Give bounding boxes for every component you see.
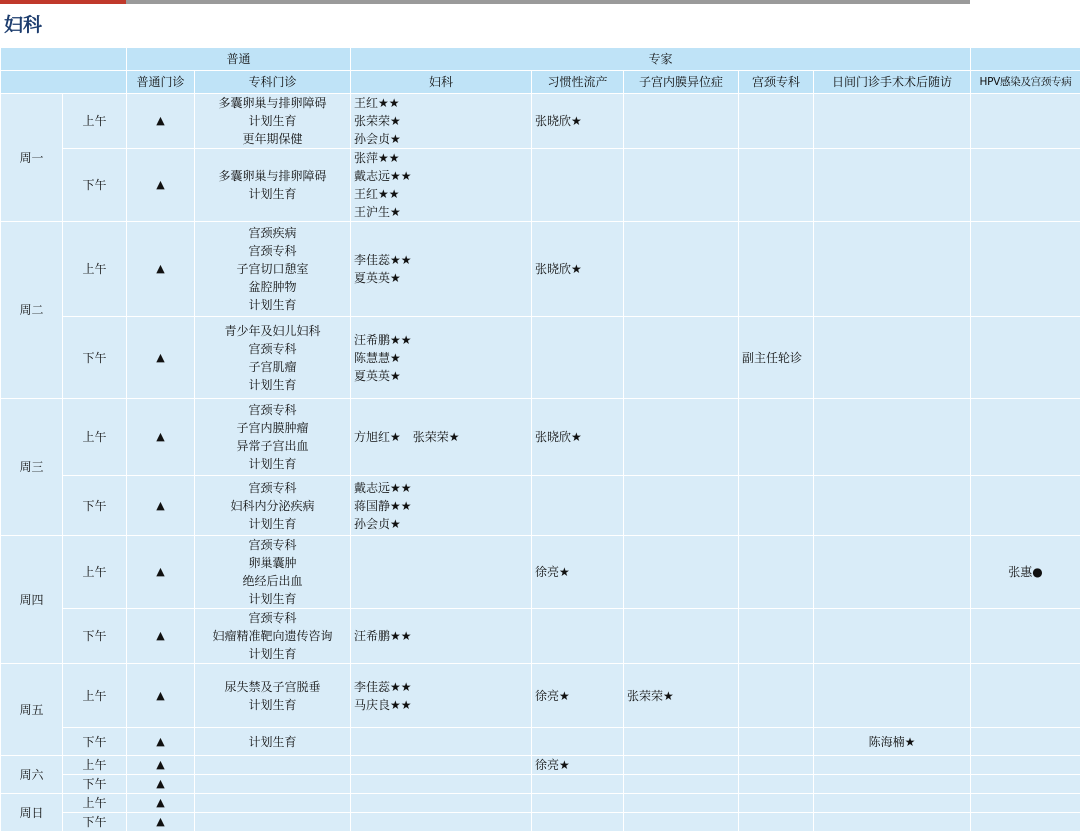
weekday-cell: 周三 <box>1 399 63 536</box>
recurrent-miscarriage-cell: 徐亮★ <box>532 756 624 775</box>
endometriosis-cell <box>624 149 739 222</box>
period-cell: 下午 <box>63 149 127 222</box>
recurrent-miscarriage-cell <box>532 609 624 664</box>
header-gynecology: 妇科 <box>351 71 532 94</box>
gynecology-cell <box>351 664 532 728</box>
specialty-clinic-cell-line: 计划生育 <box>248 457 297 471</box>
period-cell: 上午 <box>63 794 127 813</box>
header-row-columns <box>1 71 1080 94</box>
specialty-clinic-cell-line: 宫颈专科 <box>248 480 297 495</box>
specialty-clinic-cell-line: 计划生育 <box>248 734 297 749</box>
gynecology-cell <box>351 317 532 399</box>
gynecology-cell-line: 孙会贞★ <box>354 132 401 146</box>
recurrent-miscarriage-cell <box>532 794 624 813</box>
gynecology-cell <box>351 94 532 149</box>
endometriosis-cell <box>624 756 739 775</box>
table-row <box>1 609 1080 664</box>
gynecology-cell <box>351 794 532 813</box>
specialty-clinic-cell-line: 妇科内分泌疾病 <box>230 498 315 513</box>
gynecology-cell <box>351 149 532 222</box>
specialty-clinic-cell-line: 子宫内膜肿瘤 <box>236 421 309 435</box>
cervix-specialty-cell <box>739 775 814 794</box>
general-clinic-cell: ▲ <box>127 728 195 756</box>
specialty-clinic-cell-line: 更年期保健 <box>242 132 303 146</box>
specialty-clinic-cell-line: 宫颈专科 <box>248 244 297 258</box>
specialty-clinic-cell-line: 多囊卵巢与排卵障碍 <box>218 96 327 110</box>
hpv-cell <box>971 149 1080 222</box>
hpv-cell: 张惠● <box>971 536 1080 609</box>
specialty-clinic-cell <box>195 476 351 536</box>
gynecology-cell-line: 王沪生★ <box>354 205 401 219</box>
gynecology-cell-line: 方旭红★ 张荣荣★ <box>354 430 460 444</box>
day-surgery-followup-cell <box>814 756 971 775</box>
gynecology-cell-line: 李佳蕊★★ <box>354 679 412 694</box>
day-surgery-followup-cell: 陈海楠★ <box>814 728 971 756</box>
day-surgery-followup-cell <box>814 399 971 476</box>
hpv-cell <box>971 728 1080 756</box>
period-cell: 上午 <box>63 664 127 728</box>
header-group-expert: 专家 <box>351 48 971 71</box>
recurrent-miscarriage-cell <box>532 317 624 399</box>
general-clinic-cell: ▲ <box>127 149 195 222</box>
specialty-clinic-cell-line: 计划生育 <box>248 592 297 606</box>
specialty-clinic-cell-line: 尿失禁及子宫脱垂 <box>224 679 321 694</box>
general-clinic-cell: ▲ <box>127 222 195 317</box>
general-clinic-cell: ▲ <box>127 94 195 149</box>
gynecology-cell-line: 夏英英★ <box>354 368 401 383</box>
specialty-clinic-cell <box>195 609 351 664</box>
table-row <box>1 794 1080 813</box>
specialty-clinic-cell-line: 妇瘤精准靶向遗传咨询 <box>212 629 333 643</box>
endometriosis-cell: 张荣荣★ <box>624 664 739 728</box>
specialty-clinic-cell-line: 计划生育 <box>248 187 297 201</box>
table-row <box>1 756 1080 775</box>
period-cell: 上午 <box>63 94 127 149</box>
weekday-cell: 周四 <box>1 536 63 664</box>
gynecology-cell-line: 夏英英★ <box>354 271 401 285</box>
endometriosis-cell <box>624 609 739 664</box>
specialty-clinic-cell-line: 子宫切口憩室 <box>236 262 309 276</box>
cervix-specialty-cell <box>739 149 814 222</box>
recurrent-miscarriage-cell: 张晓欣★ <box>532 222 624 317</box>
specialty-clinic-cell-line: 计划生育 <box>248 377 297 392</box>
hpv-cell <box>971 222 1080 317</box>
recurrent-miscarriage-cell <box>532 476 624 536</box>
recurrent-miscarriage-cell: 张晓欣★ <box>532 399 624 476</box>
specialty-clinic-cell <box>195 756 351 775</box>
general-clinic-cell: ▲ <box>127 476 195 536</box>
period-cell: 下午 <box>63 775 127 794</box>
table-row <box>1 476 1080 536</box>
recurrent-miscarriage-cell: 徐亮★ <box>532 664 624 728</box>
recurrent-miscarriage-cell <box>532 775 624 794</box>
specialty-clinic-cell-line: 计划生育 <box>248 697 297 712</box>
gynecology-cell-line: 戴志远★★ <box>354 480 412 495</box>
day-surgery-followup-cell <box>814 476 971 536</box>
specialty-clinic-cell-line: 计划生育 <box>248 516 297 531</box>
hpv-cell <box>971 813 1080 832</box>
gynecology-cell <box>351 476 532 536</box>
endometriosis-cell <box>624 794 739 813</box>
gynecology-cell-line: 张萍★★ <box>354 151 400 165</box>
header-general-clinic: 普通门诊 <box>127 71 195 94</box>
header-recurrent-miscarriage: 习惯性流产 <box>532 71 624 94</box>
specialty-clinic-cell <box>195 664 351 728</box>
day-surgery-followup-cell <box>814 94 971 149</box>
cervix-specialty-cell: 副主任轮诊 <box>739 317 814 399</box>
weekday-cell: 周六 <box>1 756 63 794</box>
specialty-clinic-cell <box>195 94 351 149</box>
recurrent-miscarriage-cell: 张晓欣★ <box>532 94 624 149</box>
header-blank-right <box>971 48 1080 71</box>
day-surgery-followup-cell <box>814 775 971 794</box>
weekday-cell: 周一 <box>1 94 63 222</box>
day-surgery-followup-cell <box>814 813 971 832</box>
hpv-cell <box>971 399 1080 476</box>
period-cell: 下午 <box>63 609 127 664</box>
header-day-surgery-followup: 日间门诊手术术后随访 <box>814 71 971 94</box>
specialty-clinic-cell <box>195 399 351 476</box>
specialty-clinic-cell-line: 多囊卵巢与排卵障碍 <box>218 169 327 183</box>
header-row-groups <box>1 48 1080 71</box>
gynecology-cell <box>351 609 532 664</box>
hpv-cell <box>971 664 1080 728</box>
table-row <box>1 149 1080 222</box>
period-cell: 上午 <box>63 222 127 317</box>
period-cell: 下午 <box>63 813 127 832</box>
table-row <box>1 94 1080 149</box>
page-title: 妇科 <box>4 14 43 36</box>
gynecology-cell <box>351 399 532 476</box>
cervix-specialty-cell <box>739 664 814 728</box>
header-endometriosis: 子宫内膜异位症 <box>624 71 739 94</box>
day-surgery-followup-cell <box>814 222 971 317</box>
gynecology-cell-line: 汪希鹏★★ <box>354 629 412 643</box>
endometriosis-cell <box>624 222 739 317</box>
day-surgery-followup-cell <box>814 794 971 813</box>
day-surgery-followup-cell <box>814 609 971 664</box>
gynecology-cell <box>351 775 532 794</box>
specialty-clinic-cell <box>195 794 351 813</box>
table-row <box>1 813 1080 832</box>
header-cervix-specialty: 宫颈专科 <box>739 71 814 94</box>
specialty-clinic-cell <box>195 222 351 317</box>
table-row <box>1 399 1080 476</box>
gynecology-cell <box>351 813 532 832</box>
period-cell: 下午 <box>63 476 127 536</box>
gynecology-cell <box>351 222 532 317</box>
specialty-clinic-cell-line: 宫颈专科 <box>248 538 297 552</box>
hpv-cell <box>971 609 1080 664</box>
gynecology-cell-line: 王红★★ <box>354 96 400 110</box>
specialty-clinic-cell <box>195 149 351 222</box>
top-accent-bar <box>0 0 970 4</box>
day-surgery-followup-cell <box>814 149 971 222</box>
general-clinic-cell: ▲ <box>127 813 195 832</box>
specialty-clinic-cell-line: 绝经后出血 <box>242 574 303 588</box>
specialty-clinic-cell-line: 宫颈疾病 <box>248 226 297 240</box>
specialty-clinic-cell-line: 子宫肌瘤 <box>248 359 297 374</box>
header-blank <box>1 48 127 71</box>
period-cell: 上午 <box>63 399 127 476</box>
general-clinic-cell: ▲ <box>127 536 195 609</box>
cervix-specialty-cell <box>739 536 814 609</box>
gynecology-cell-line: 孙会贞★ <box>354 516 401 531</box>
hpv-cell <box>971 794 1080 813</box>
cervix-specialty-cell <box>739 94 814 149</box>
gynecology-cell-line: 马庆良★★ <box>354 697 412 712</box>
gynecology-cell <box>351 728 532 756</box>
cervix-specialty-cell <box>739 399 814 476</box>
period-cell: 下午 <box>63 728 127 756</box>
general-clinic-cell: ▲ <box>127 664 195 728</box>
gynecology-cell-line: 蒋国静★★ <box>354 498 412 513</box>
recurrent-miscarriage-cell: 徐亮★ <box>532 536 624 609</box>
cervix-specialty-cell <box>739 794 814 813</box>
specialty-clinic-cell <box>195 536 351 609</box>
specialty-clinic-cell-line: 卵巢囊肿 <box>248 556 297 570</box>
day-surgery-followup-cell <box>814 536 971 609</box>
specialty-clinic-cell <box>195 317 351 399</box>
endometriosis-cell <box>624 399 739 476</box>
table-row <box>1 664 1080 728</box>
gynecology-cell <box>351 756 532 775</box>
hpv-cell <box>971 756 1080 775</box>
header-group-general: 普通 <box>127 48 351 71</box>
specialty-clinic-cell-line: 计划生育 <box>248 114 297 128</box>
weekday-cell: 周二 <box>1 222 63 399</box>
period-cell: 上午 <box>63 756 127 775</box>
period-cell: 上午 <box>63 536 127 609</box>
specialty-clinic-cell-line: 计划生育 <box>248 298 297 312</box>
general-clinic-cell: ▲ <box>127 399 195 476</box>
cervix-specialty-cell <box>739 756 814 775</box>
specialty-clinic-cell-line: 计划生育 <box>248 647 297 661</box>
schedule-body <box>1 94 1080 832</box>
specialty-clinic-cell-line: 宫颈专科 <box>248 403 297 417</box>
recurrent-miscarriage-cell <box>532 149 624 222</box>
period-cell: 下午 <box>63 317 127 399</box>
general-clinic-cell: ▲ <box>127 756 195 775</box>
cervix-specialty-cell <box>739 813 814 832</box>
general-clinic-cell: ▲ <box>127 794 195 813</box>
gynecology-cell-line: 张荣荣★ <box>354 114 401 128</box>
hpv-cell <box>971 94 1080 149</box>
table-row <box>1 775 1080 794</box>
weekday-cell: 周日 <box>1 794 63 832</box>
day-surgery-followup-cell <box>814 664 971 728</box>
specialty-clinic-cell <box>195 775 351 794</box>
endometriosis-cell <box>624 536 739 609</box>
general-clinic-cell: ▲ <box>127 609 195 664</box>
specialty-clinic-cell <box>195 813 351 832</box>
gynecology-cell <box>351 536 532 609</box>
general-clinic-cell: ▲ <box>127 317 195 399</box>
specialty-clinic-cell-line: 青少年及妇儿妇科 <box>224 323 321 338</box>
endometriosis-cell <box>624 317 739 399</box>
endometriosis-cell <box>624 775 739 794</box>
specialty-clinic-cell <box>195 728 351 756</box>
hpv-cell <box>971 476 1080 536</box>
endometriosis-cell <box>624 813 739 832</box>
hpv-cell <box>971 317 1080 399</box>
hpv-cell <box>971 775 1080 794</box>
table-row <box>1 317 1080 399</box>
schedule-table <box>0 47 1080 832</box>
header-blank-2 <box>1 71 127 94</box>
cervix-specialty-cell <box>739 222 814 317</box>
recurrent-miscarriage-cell <box>532 728 624 756</box>
cervix-specialty-cell <box>739 609 814 664</box>
endometriosis-cell <box>624 476 739 536</box>
table-row <box>1 222 1080 317</box>
table-row <box>1 728 1080 756</box>
gynecology-cell-line: 汪希鹏★★ <box>354 332 412 347</box>
general-clinic-cell: ▲ <box>127 775 195 794</box>
cervix-specialty-cell <box>739 476 814 536</box>
header-specialty-clinic: 专科门诊 <box>195 71 351 94</box>
recurrent-miscarriage-cell <box>532 813 624 832</box>
gynecology-cell-line: 戴志远★★ <box>354 169 412 183</box>
specialty-clinic-cell-line: 异常子宫出血 <box>236 439 309 453</box>
gynecology-cell-line: 李佳蕊★★ <box>354 253 412 267</box>
specialty-clinic-cell-line: 盆腔肿物 <box>248 280 297 294</box>
gynecology-cell-line: 陈慧慧★ <box>354 350 401 365</box>
gynecology-cell-line: 王红★★ <box>354 187 400 201</box>
specialty-clinic-cell-line: 宫颈专科 <box>248 611 297 625</box>
cervix-specialty-cell <box>739 728 814 756</box>
weekday-cell: 周五 <box>1 664 63 756</box>
table-row <box>1 536 1080 609</box>
endometriosis-cell <box>624 94 739 149</box>
header-hpv: HPV感染及宫颈专病 <box>971 71 1080 94</box>
day-surgery-followup-cell <box>814 317 971 399</box>
endometriosis-cell <box>624 728 739 756</box>
specialty-clinic-cell-line: 宫颈专科 <box>248 341 297 356</box>
